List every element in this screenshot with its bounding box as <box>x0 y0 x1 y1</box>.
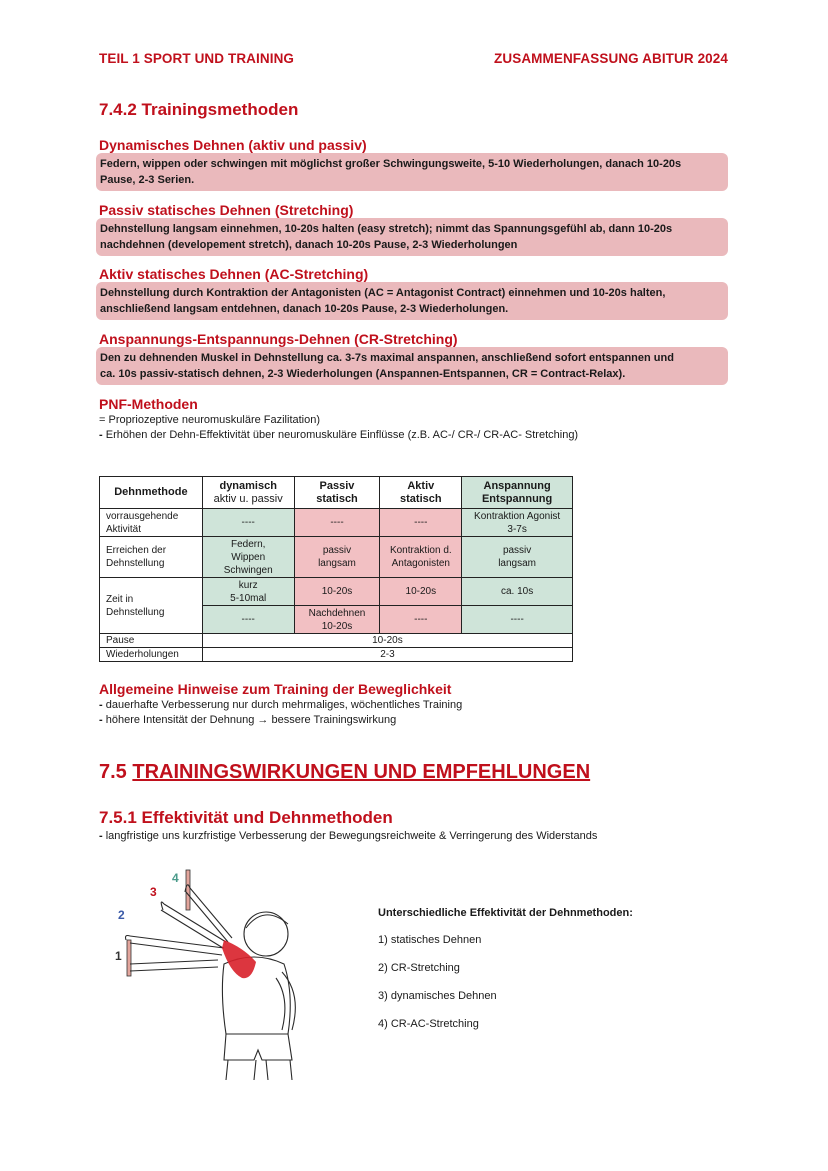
arrow-right-icon: → <box>257 714 269 726</box>
method-line: Pause, 2-3 Serien. <box>100 174 195 186</box>
effectiveness-list <box>378 907 633 1046</box>
hinweise-line-1 <box>99 698 462 713</box>
row-label: Wiederholungen <box>100 648 203 662</box>
table-cell: passiv langsam <box>294 537 380 578</box>
table-header-row <box>100 477 573 509</box>
table-header-cell <box>100 477 203 509</box>
head <box>244 912 288 956</box>
list-item: 2) CR-Stretching <box>378 962 460 974</box>
bullet-dash: - <box>99 830 103 842</box>
table-cell: passiv langsam <box>462 537 573 578</box>
method-title-passive-static: Passiv statisches Dehnen (Stretching) <box>99 202 354 218</box>
legs <box>226 1060 292 1080</box>
method-line: Dehnstellung durch Kontraktion der Antagonisten (AC = Antagonist Contract) einnehmen und 10-20s halten, <box>100 287 666 299</box>
table-header-cell <box>294 477 380 509</box>
section-number: 7.5 <box>99 761 133 783</box>
table-cell: 10-20s <box>202 634 572 648</box>
header-right: ZUSAMMENFASSUNG ABITUR 2024 <box>494 51 728 66</box>
hinweise-title: Allgemeine Hinweise zum Training der Beweglichkeit <box>99 681 452 697</box>
header-main: Anspannung <box>483 479 551 492</box>
figure-label-3: 3 <box>150 885 157 899</box>
bullet-dash: - <box>99 714 103 726</box>
header-main: Aktiv <box>407 479 435 492</box>
table-cell: 10-20s <box>294 578 380 606</box>
list-item: 4) CR-AC-Stretching <box>378 1018 479 1030</box>
arm-positions <box>126 885 233 971</box>
table-header-cell <box>380 477 462 509</box>
section-title-751: 7.5.1 Effektivität und Dehnmethoden <box>99 808 393 827</box>
table-cell: Kontraktion d. Antagonisten <box>380 537 462 578</box>
method-line: Den zu dehnenden Muskel in Dehnstellung ca. 3-7s maximal anspannen, anschließend sofort entspannen und <box>100 352 674 364</box>
method-box-cr <box>96 347 728 385</box>
method-box-active-static <box>96 282 728 320</box>
table-row <box>100 509 573 537</box>
header-main: dynamisch <box>219 479 277 492</box>
figure-label-4: 4 <box>172 871 179 885</box>
method-title-dynamic: Dynamisches Dehnen (aktiv und passiv) <box>99 137 367 153</box>
table-cell: Federn, Wippen Schwingen <box>202 537 294 578</box>
method-line: ca. 10s passiv-statisch dehnen, 2-3 Wiederholungen (Anspannen-Entspannen, CR = Contract-Relax). <box>100 368 626 380</box>
table-cell: ---- <box>294 509 380 537</box>
hands <box>126 885 191 940</box>
method-line: anschließend langsam entdehnen, danach 10-20s Pause, 2-3 Wiederholungen. <box>100 303 509 315</box>
table-row <box>100 537 573 578</box>
table-cell: kurz 5-10mal <box>202 578 294 606</box>
header-main: Passiv <box>319 479 355 492</box>
arm-position-1 <box>130 960 218 971</box>
effectiveness-title: Unterschiedliche Effektivität der Dehnmethoden: <box>378 907 633 919</box>
header-sub: aktiv u. passiv <box>213 492 283 505</box>
method-title-active-static: Aktiv statisches Dehnen (AC-Stretching) <box>99 266 369 282</box>
method-box-dynamic <box>96 153 728 191</box>
bullet-dash: - <box>99 429 103 441</box>
pnf-definition: = Propriozeptive neuromuskuläre Fazilitation) <box>99 414 321 426</box>
hinweise-text: dauerhafte Verbesserung nur durch mehrmaliges, wöchentliches Training <box>102 699 463 711</box>
stretching-methods-table <box>99 476 573 662</box>
table-row <box>100 634 573 648</box>
header-sub: statisch <box>316 492 358 505</box>
section-title-742: 7.4.2 Trainingsmethoden <box>99 100 299 119</box>
method-title-cr: Anspannungs-Entspannungs-Dehnen (CR-Stretching) <box>99 331 458 347</box>
list-item: 3) dynamisches Dehnen <box>378 990 497 1002</box>
table-cell: ---- <box>380 606 462 634</box>
wall-post <box>186 870 190 910</box>
header-left: TEIL 1 SPORT UND TRAINING <box>99 51 295 66</box>
hinweise-text: bessere Trainingswirkung <box>268 714 397 726</box>
method-box-passive-static <box>96 218 728 256</box>
row-label: Zeit in Dehnstellung <box>100 578 203 634</box>
arm-position-2 <box>130 936 224 955</box>
bullet-dash: - <box>99 699 103 711</box>
table-header-cell <box>202 477 294 509</box>
table-cell: ---- <box>202 509 294 537</box>
row-label: Erreichen der Dehnstellung <box>100 537 203 578</box>
table-row <box>100 648 573 662</box>
stretching-figure <box>106 868 316 1083</box>
pnf-bullet-text: Erhöhen der Dehn-Effektivität über neuromuskuläre Einflüsse (z.B. AC-/ CR-/ CR-AC- Stretching) <box>102 429 579 441</box>
method-line: nachdehnen (developement stretch), danach 10-20s Pause, 2-3 Wiederholungen <box>100 239 518 251</box>
figure-label-1: 1 <box>115 949 122 963</box>
shorts <box>224 1034 292 1060</box>
header-main: Dehnmethode <box>114 486 188 498</box>
table-cell: ---- <box>462 606 573 634</box>
list-item: 1) statisches Dehnen <box>378 934 482 946</box>
figure-label-2: 2 <box>118 908 125 922</box>
table-cell: 10-20s <box>380 578 462 606</box>
section-751-bullet <box>99 829 597 844</box>
table-cell: Kontraktion Agonist 3-7s <box>462 509 573 537</box>
method-line: Federn, wippen oder schwingen mit möglichst großer Schwingungsweite, 5-10 Wiederholungen, danach 10-20s <box>100 158 682 170</box>
pnf-bullet <box>99 428 578 443</box>
arm-position-4 <box>186 888 232 942</box>
hinweise-text: höhere Intensität der Dehnung <box>102 714 258 726</box>
table-header-cell <box>462 477 573 509</box>
header-sub: statisch <box>400 492 442 505</box>
section-751-text: langfristige uns kurzfristige Verbesserung der Bewegungsreichweite & Verringerung des Widerstands <box>102 830 598 842</box>
hinweise-line-2 <box>99 713 396 728</box>
section-heading: TRAININGSWIRKUNGEN UND EMPFEHLUNGEN <box>132 761 591 783</box>
table-cell: Nachdehnen 10-20s <box>294 606 380 634</box>
table-cell: ca. 10s <box>462 578 573 606</box>
table-row <box>100 578 573 606</box>
pnf-title: PNF-Methoden <box>99 396 198 412</box>
method-line: Dehnstellung langsam einnehmen, 10-20s halten (easy stretch); nimmt das Spannungsgefühl ab, dann 10-20s <box>100 223 673 235</box>
table-cell: ---- <box>202 606 294 634</box>
row-label: vorrausgehende Aktivität <box>100 509 203 537</box>
table-cell: ---- <box>380 509 462 537</box>
row-label: Pause <box>100 634 203 648</box>
table-cell: 2-3 <box>202 648 572 662</box>
header-sub: Entspannung <box>481 492 553 505</box>
section-title-75 <box>99 761 590 784</box>
